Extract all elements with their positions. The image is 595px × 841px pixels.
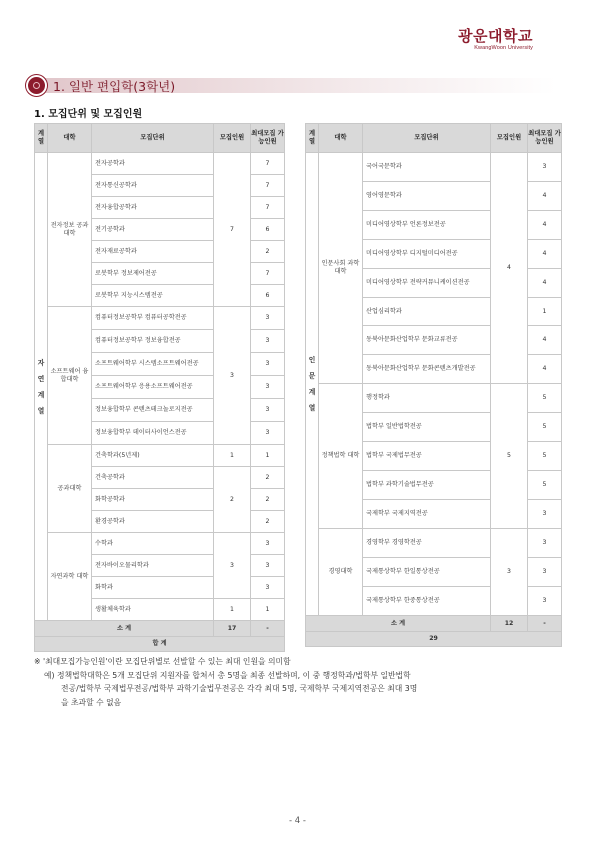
max-cell: 1 bbox=[251, 599, 285, 621]
unit-cell: 전자바이오물리학과 bbox=[92, 555, 214, 577]
logo-korean: 광운대학교 bbox=[458, 27, 533, 45]
unit-cell: 경영학부 경영학전공 bbox=[363, 529, 491, 558]
unit-cell: 미디어영상학부 언론정보전공 bbox=[363, 211, 491, 240]
max-cell: 3 bbox=[251, 307, 285, 330]
unit-cell: 국제학부 국제지역전공 bbox=[363, 500, 491, 529]
right-quota-table bbox=[305, 123, 562, 647]
unit-cell: 법학부 국제법무전공 bbox=[363, 442, 491, 471]
header-unit: 모집단위 bbox=[363, 124, 491, 153]
max-cell: 3 bbox=[528, 529, 562, 558]
max-cell: 7 bbox=[251, 153, 285, 175]
chapter-title: 1. 일반 편입학(3학년) bbox=[53, 79, 176, 94]
unit-cell: 화학공학과 bbox=[92, 489, 214, 511]
college-cell: 전자정보 공과대학 bbox=[48, 153, 92, 307]
max-cell: 3 bbox=[528, 558, 562, 587]
subtotal-label: 소 계 bbox=[35, 621, 214, 637]
college-cell: 경영대학 bbox=[319, 529, 363, 616]
max-cell: 6 bbox=[251, 285, 285, 307]
subtotal-count: 17 bbox=[214, 621, 251, 637]
unit-cell: 로봇학부 지능시스템전공 bbox=[92, 285, 214, 307]
table-row bbox=[306, 153, 562, 182]
header-max: 최대모집 가능인원 bbox=[251, 124, 285, 153]
unit-cell: 산업심리학과 bbox=[363, 298, 491, 326]
total-value: 29 bbox=[306, 632, 562, 647]
max-cell: 7 bbox=[251, 175, 285, 197]
unit-cell: 소프트웨어학부 응용소프트웨어전공 bbox=[92, 376, 214, 399]
header-count: 모집인원 bbox=[491, 124, 528, 153]
table-row bbox=[35, 153, 285, 175]
unit-cell: 생활체육학과 bbox=[92, 599, 214, 621]
section-title: 1. 모집단위 및 모집인원 bbox=[34, 109, 143, 120]
subtotal-label: 소 계 bbox=[306, 616, 491, 632]
table-row bbox=[35, 307, 285, 330]
unit-cell: 국제통상학부 한중통상전공 bbox=[363, 587, 491, 616]
max-cell: 4 bbox=[528, 240, 562, 269]
unit-cell: 소프트웨어학부 시스템소프트웨어전공 bbox=[92, 353, 214, 376]
max-cell: 1 bbox=[528, 298, 562, 326]
subtotal-max: - bbox=[528, 616, 562, 632]
total-label: 합 계 bbox=[35, 637, 285, 652]
unit-cell: 행정학과 bbox=[363, 384, 491, 413]
count-cell: 2 bbox=[214, 467, 251, 533]
category-cell: 자 연 계 열 bbox=[35, 153, 48, 621]
max-cell: 3 bbox=[251, 399, 285, 422]
table-row bbox=[306, 384, 562, 413]
page-number: - 4 - bbox=[289, 816, 306, 826]
unit-cell: 정보융합학부 데이터사이언스전공 bbox=[92, 422, 214, 445]
footnote-line: 전공/법학부 국제법무전공/법학부 과학기술법무전공은 각각 최대 5명, 국제학부 국제지역전공은 최대 3명 bbox=[61, 684, 418, 693]
unit-cell: 건축공학과 bbox=[92, 467, 214, 489]
unit-cell: 국제통상학부 한일통상전공 bbox=[363, 558, 491, 587]
max-cell: 3 bbox=[528, 587, 562, 616]
footnote bbox=[34, 655, 566, 709]
max-cell: 3 bbox=[251, 555, 285, 577]
college-cell: 정책법학 대학 bbox=[319, 384, 363, 529]
unit-cell: 건축학과(5년제) bbox=[92, 445, 214, 467]
max-cell: 3 bbox=[251, 376, 285, 399]
max-cell: 1 bbox=[251, 445, 285, 467]
unit-cell: 컴퓨터정보공학부 컴퓨터공학전공 bbox=[92, 307, 214, 330]
header-count: 모집인원 bbox=[214, 124, 251, 153]
unit-cell: 로봇학부 정보제어전공 bbox=[92, 263, 214, 285]
header-col: 계 열 bbox=[306, 124, 319, 153]
max-cell: 2 bbox=[251, 467, 285, 489]
unit-cell: 동북아문화산업학부 문화교류전공 bbox=[363, 326, 491, 355]
table-row bbox=[35, 445, 285, 467]
table-row bbox=[306, 529, 562, 558]
unit-cell: 화학과 bbox=[92, 577, 214, 599]
header-college: 대학 bbox=[48, 124, 92, 153]
unit-cell: 컴퓨터정보공학부 정보융합전공 bbox=[92, 330, 214, 353]
max-cell: 3 bbox=[251, 577, 285, 599]
footnote-line: ※ '최대모집가능인원'이란 모집단위별로 선발할 수 있는 최대 인원을 의미함 bbox=[34, 657, 291, 666]
max-cell: 2 bbox=[251, 511, 285, 533]
table-header-row bbox=[35, 124, 285, 153]
max-cell: 4 bbox=[528, 269, 562, 298]
university-logo bbox=[458, 28, 533, 51]
footnote-line: 예) 정책법학대학은 5개 모집단위 지원자를 합쳐서 총 5명을 최종 선발하며, 이 중 행정학과/법학부 일반법학 bbox=[44, 670, 411, 680]
right-subtotal-row bbox=[306, 616, 562, 632]
left-subtotal-row bbox=[35, 621, 285, 637]
unit-cell: 전기공학과 bbox=[92, 219, 214, 241]
college-cell: 소프트웨어 융합대학 bbox=[48, 307, 92, 445]
college-cell: 자연과학 대학 bbox=[48, 533, 92, 621]
unit-cell: 수학과 bbox=[92, 533, 214, 555]
subtotal-count: 12 bbox=[491, 616, 528, 632]
chapter-header-band bbox=[22, 75, 556, 96]
count-cell: 4 bbox=[491, 153, 528, 384]
count-cell: 1 bbox=[214, 599, 251, 621]
max-cell: 7 bbox=[251, 197, 285, 219]
max-cell: 3 bbox=[528, 500, 562, 529]
unit-cell: 국어국문학과 bbox=[363, 153, 491, 182]
unit-cell: 영어영문학과 bbox=[363, 182, 491, 211]
count-cell: 1 bbox=[214, 445, 251, 467]
left-quota-table bbox=[34, 123, 285, 652]
unit-cell: 전자공학과 bbox=[92, 153, 214, 175]
max-cell: 5 bbox=[528, 442, 562, 471]
unit-cell: 미디어영상학부 디지털미디어전공 bbox=[363, 240, 491, 269]
max-cell: 3 bbox=[528, 153, 562, 182]
total-row bbox=[35, 637, 285, 652]
unit-cell: 동북아문화산업학부 문화콘텐츠개발전공 bbox=[363, 355, 491, 384]
max-cell: 4 bbox=[528, 211, 562, 240]
table-header-row bbox=[306, 124, 562, 153]
table-row bbox=[35, 533, 285, 555]
max-cell: 3 bbox=[251, 422, 285, 445]
count-cell: 3 bbox=[491, 529, 528, 616]
max-cell: 3 bbox=[251, 533, 285, 555]
footnote-line: 을 초과할 수 없음 bbox=[61, 697, 122, 707]
max-cell: 3 bbox=[251, 353, 285, 376]
count-cell: 5 bbox=[491, 384, 528, 529]
max-cell: 5 bbox=[528, 471, 562, 500]
unit-cell: 전자통신공학과 bbox=[92, 175, 214, 197]
unit-cell: 미디어영상학부 전략커뮤니케이션전공 bbox=[363, 269, 491, 298]
unit-cell: 법학부 일반법학전공 bbox=[363, 413, 491, 442]
count-cell: 3 bbox=[214, 533, 251, 599]
max-cell: 4 bbox=[528, 355, 562, 384]
header-college: 대학 bbox=[319, 124, 363, 153]
max-cell: 4 bbox=[528, 326, 562, 355]
max-cell: 5 bbox=[528, 413, 562, 442]
total-row bbox=[306, 632, 562, 647]
subtotal-max: - bbox=[251, 621, 285, 637]
unit-cell: 정보융합학부 콘텐츠테크놀로지전공 bbox=[92, 399, 214, 422]
college-cell: 공과대학 bbox=[48, 445, 92, 533]
max-cell: 2 bbox=[251, 489, 285, 511]
header-max: 최대모집 가능인원 bbox=[528, 124, 562, 153]
unit-cell: 법학부 과학기술법무전공 bbox=[363, 471, 491, 500]
college-cell: 인문사회 과학대학 bbox=[319, 153, 363, 384]
count-cell: 7 bbox=[214, 153, 251, 307]
unit-cell: 전자융합공학과 bbox=[92, 197, 214, 219]
max-cell: 4 bbox=[528, 182, 562, 211]
header-unit: 모집단위 bbox=[92, 124, 214, 153]
max-cell: 3 bbox=[251, 330, 285, 353]
max-cell: 7 bbox=[251, 263, 285, 285]
unit-cell: 환경공학과 bbox=[92, 511, 214, 533]
category-cell: 인 문 계 열 bbox=[306, 153, 319, 616]
count-cell: 3 bbox=[214, 307, 251, 445]
unit-cell: 전자재료공학과 bbox=[92, 241, 214, 263]
seal-icon bbox=[26, 75, 47, 96]
header-col: 계 열 bbox=[35, 124, 48, 153]
max-cell: 2 bbox=[251, 241, 285, 263]
logo-english: KwangWoon University bbox=[474, 45, 533, 51]
max-cell: 5 bbox=[528, 384, 562, 413]
max-cell: 6 bbox=[251, 219, 285, 241]
